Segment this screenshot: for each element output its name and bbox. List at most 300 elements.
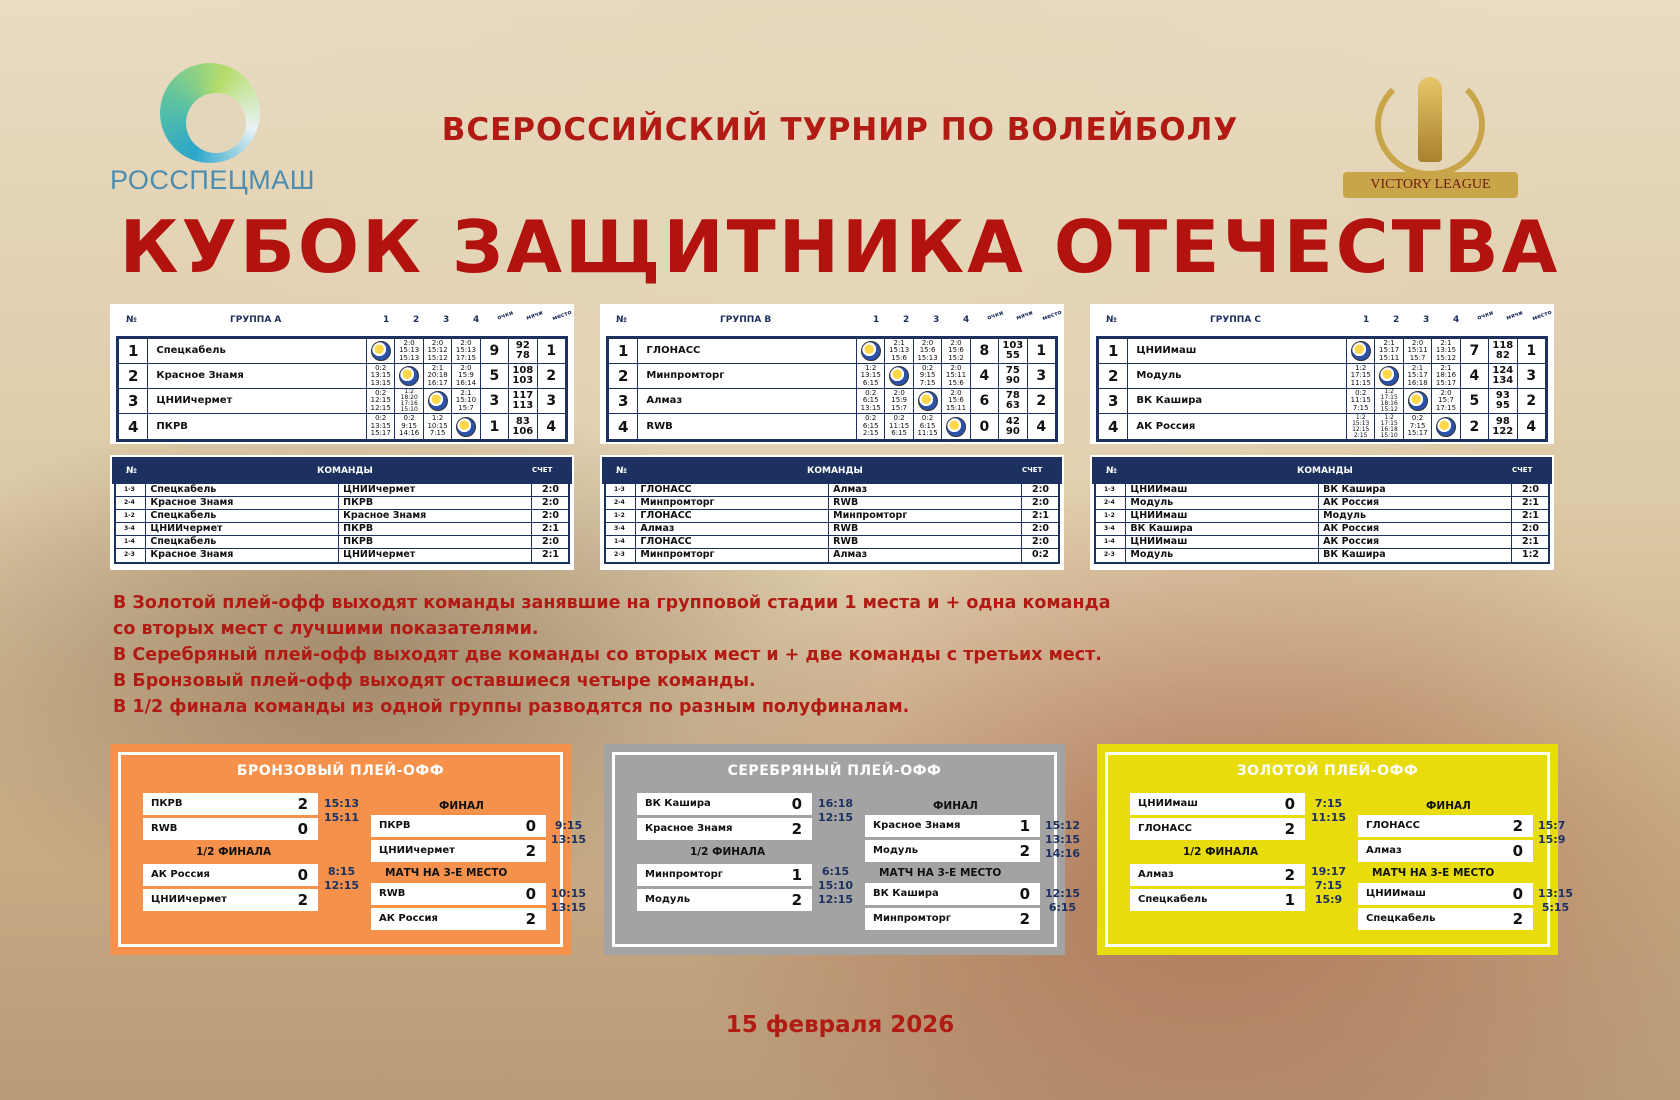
self-cell bbox=[942, 414, 970, 439]
team-number: 1 bbox=[609, 339, 638, 363]
bracket-team-name: Красное Знамя bbox=[645, 823, 733, 834]
team-b: ВК Кашира bbox=[1319, 484, 1512, 496]
playoff-box bbox=[604, 744, 1081, 955]
team-a: ЦНИИмаш bbox=[1126, 484, 1319, 496]
match-header bbox=[112, 457, 572, 484]
match-score: 2:1 bbox=[541, 523, 559, 534]
volleyball-icon bbox=[428, 391, 448, 411]
col-no: № bbox=[126, 315, 137, 325]
match-row bbox=[606, 510, 1058, 523]
self-cell bbox=[857, 339, 885, 363]
group-name: ГРУППА A bbox=[230, 315, 282, 325]
match-score: 2:0 bbox=[1031, 536, 1049, 547]
team-balls: 103 55 bbox=[999, 339, 1027, 363]
result-cell: 0:2 6:15 11:15 bbox=[914, 414, 942, 439]
self-cell bbox=[1347, 339, 1375, 363]
team-points: 0 bbox=[971, 414, 999, 439]
col-c3: 3 bbox=[933, 315, 940, 325]
bracket-team-score: 0 bbox=[1512, 885, 1523, 903]
result-cell: 2:0 15:9 16:14 bbox=[452, 364, 480, 388]
group-row bbox=[1099, 339, 1545, 364]
result-cell: 2:0 15:13 17:15 bbox=[452, 339, 480, 363]
set-scores: 10:15 13:15 bbox=[551, 887, 587, 914]
team-a: ГЛОНАСС bbox=[636, 536, 829, 548]
team-b: АК Россия bbox=[1319, 536, 1512, 548]
result-cell: 2:0 15:6 15:2 bbox=[942, 339, 970, 363]
bracket-team-name: Спецкабель bbox=[1138, 894, 1208, 905]
match-row bbox=[1096, 510, 1548, 523]
team-name: ВК Кашира bbox=[1128, 389, 1347, 413]
col-points: очки bbox=[496, 309, 515, 322]
col-points: очки bbox=[1476, 309, 1495, 322]
col-c3: 3 bbox=[1423, 315, 1430, 325]
col-no: № bbox=[1106, 466, 1117, 476]
group-grid bbox=[116, 336, 568, 442]
team-place: 3 bbox=[1036, 368, 1047, 384]
col-c4: 4 bbox=[963, 315, 970, 325]
bracket-team-score: 0 bbox=[525, 817, 536, 835]
team-place: 1 bbox=[546, 343, 557, 359]
bracket-team bbox=[1358, 908, 1533, 930]
team-balls: 98 122 bbox=[1489, 414, 1517, 439]
group-row bbox=[1099, 414, 1545, 439]
group-header bbox=[602, 306, 1062, 336]
result-cell: 2:0 15:6 15:11 bbox=[942, 389, 970, 413]
team-b: ПКРВ bbox=[339, 536, 532, 548]
rule-line: со вторых мест с лучшими показателями. bbox=[113, 619, 539, 639]
match-score: 2:0 bbox=[541, 484, 559, 495]
bracket-team bbox=[371, 883, 546, 905]
match-table bbox=[110, 455, 574, 570]
bracket-team-score: 2 bbox=[791, 891, 802, 909]
team-name: ЦНИИмаш bbox=[1128, 339, 1347, 363]
bracket-team bbox=[865, 840, 1040, 862]
team-place: 3 bbox=[546, 393, 557, 409]
bracket-team-score: 2 bbox=[1019, 910, 1030, 928]
bracket-team-score: 0 bbox=[525, 885, 536, 903]
rule-line: В Золотой плей-офф выходят команды занявшие на групповой стадии 1 места и + одна команда bbox=[113, 593, 1111, 613]
team-balls: 117 113 bbox=[509, 389, 537, 413]
group-row bbox=[609, 364, 1055, 389]
playoff-title: СЕРЕБРЯНЫЙ ПЛЕЙ-ОФФ bbox=[727, 763, 942, 779]
result-cell: 2:1 20:18 16:17 bbox=[424, 364, 452, 388]
team-balls: 42 90 bbox=[999, 414, 1027, 439]
team-points: 5 bbox=[1461, 389, 1489, 413]
group-table bbox=[1090, 304, 1554, 444]
col-score: СЧЕТ bbox=[532, 466, 553, 474]
team-number: 2 bbox=[609, 364, 638, 388]
team-name: АК Россия bbox=[1128, 414, 1347, 439]
set-scores: 7:15 11:15 bbox=[1311, 797, 1347, 824]
result-cell: 0:2 6:15 13:15 bbox=[857, 389, 885, 413]
match-id: 1-3 bbox=[606, 484, 636, 496]
bracket-team-name: Спецкабель bbox=[1366, 913, 1436, 924]
match-score: 0:2 bbox=[1031, 549, 1049, 560]
team-points: 4 bbox=[1461, 364, 1489, 388]
group-row bbox=[609, 339, 1055, 364]
bracket-team bbox=[1130, 889, 1305, 911]
match-id: 2-3 bbox=[606, 549, 636, 562]
result-cell: 0:2 11:15 7:15 bbox=[1347, 389, 1375, 413]
match-row bbox=[1096, 484, 1548, 497]
team-a: Красное Знамя bbox=[146, 549, 339, 562]
team-b: Модуль bbox=[1319, 510, 1512, 522]
group-row bbox=[119, 339, 565, 364]
team-name: Спецкабель bbox=[148, 339, 367, 363]
col-balls: мячи bbox=[1015, 309, 1034, 322]
result-cell: 0:2 9:15 7:15 bbox=[914, 364, 942, 388]
team-place: 2 bbox=[1526, 393, 1537, 409]
team-b: ВК Кашира bbox=[1319, 549, 1512, 562]
bracket-team bbox=[1358, 883, 1533, 905]
team-balls: 83 106 bbox=[509, 414, 537, 439]
team-a: ГЛОНАСС bbox=[636, 484, 829, 496]
match-grid bbox=[604, 484, 1060, 564]
self-cell bbox=[1404, 389, 1432, 413]
team-number: 3 bbox=[1099, 389, 1128, 413]
col-c4: 4 bbox=[473, 315, 480, 325]
bracket-team-score: 1 bbox=[1019, 817, 1030, 835]
bracket-team-name: Модуль bbox=[645, 894, 691, 905]
bracket-team-name: ПКРВ bbox=[379, 820, 411, 831]
match-table bbox=[600, 455, 1064, 570]
match-table bbox=[1090, 455, 1554, 570]
self-cell bbox=[424, 389, 452, 413]
result-cell: 0:2 13:15 13:15 bbox=[367, 364, 395, 388]
self-cell bbox=[885, 364, 913, 388]
bracket-team bbox=[1130, 818, 1305, 840]
match-score: 2:0 bbox=[541, 497, 559, 508]
match-row bbox=[116, 549, 568, 562]
team-b: АК Россия bbox=[1319, 523, 1512, 535]
bracket-team-name: Алмаз bbox=[1366, 845, 1402, 856]
match-score: 2:1 bbox=[1031, 510, 1049, 521]
col-place: место bbox=[1531, 308, 1553, 323]
bracket-team-name: АК Россия bbox=[151, 869, 210, 880]
team-a: ГЛОНАСС bbox=[636, 510, 829, 522]
third-place-label: МАТЧ НА 3-Е МЕСТО bbox=[879, 867, 1002, 879]
result-cell: 1:2 18:20 17:16 15:10 bbox=[395, 389, 423, 413]
team-b: Красное Знамя bbox=[339, 510, 532, 522]
bracket-team-name: Минпромторг bbox=[873, 913, 952, 924]
bracket-team-name: АК Россия bbox=[379, 913, 438, 924]
match-id: 1-4 bbox=[116, 536, 146, 548]
match-row bbox=[606, 549, 1058, 562]
result-cell: 2:1 15:13 15:6 bbox=[885, 339, 913, 363]
match-id: 1-2 bbox=[116, 510, 146, 522]
group-row bbox=[119, 364, 565, 389]
group-table bbox=[110, 304, 574, 444]
match-id: 2-4 bbox=[1096, 497, 1126, 509]
group-row bbox=[1099, 389, 1545, 414]
match-score: 2:0 bbox=[1031, 484, 1049, 495]
bracket-team bbox=[865, 815, 1040, 837]
group-header bbox=[1092, 306, 1552, 336]
col-no: № bbox=[1106, 315, 1117, 325]
bracket-team bbox=[1130, 793, 1305, 815]
team-name: ЦНИИчермет bbox=[148, 389, 367, 413]
col-c1: 1 bbox=[873, 315, 880, 325]
bracket-team bbox=[371, 815, 546, 837]
team-place: 2 bbox=[546, 368, 557, 384]
col-score: СЧЕТ bbox=[1022, 466, 1043, 474]
team-a: Модуль bbox=[1126, 497, 1319, 509]
playoff-inner bbox=[612, 752, 1081, 947]
match-score: 2:0 bbox=[541, 510, 559, 521]
bracket-team bbox=[371, 908, 546, 930]
team-b: RWB bbox=[829, 497, 1022, 509]
result-cell: 2:0 15:11 15:6 bbox=[942, 364, 970, 388]
col-teams: КОМАНДЫ bbox=[807, 466, 863, 476]
team-points: 6 bbox=[971, 389, 999, 413]
team-b: ЦНИИчермет bbox=[339, 484, 532, 496]
volleyball-icon bbox=[1436, 417, 1456, 437]
bracket-team-score: 2 bbox=[1512, 910, 1523, 928]
result-cell: 0:2 7:15 15:17 bbox=[1404, 414, 1432, 439]
team-name: ГЛОНАСС bbox=[638, 339, 857, 363]
match-row bbox=[606, 536, 1058, 549]
team-a: ВК Кашира bbox=[1126, 523, 1319, 535]
team-a: Красное Знамя bbox=[146, 497, 339, 509]
semifinal-label: 1/2 ФИНАЛА bbox=[690, 846, 766, 858]
bracket-team bbox=[143, 818, 318, 840]
team-balls: 78 63 bbox=[999, 389, 1027, 413]
bracket-team bbox=[143, 793, 318, 815]
final-label: ФИНАЛ bbox=[1426, 800, 1471, 812]
result-cell: 2:0 15:7 17:15 bbox=[1432, 389, 1460, 413]
final-label: ФИНАЛ bbox=[933, 800, 978, 812]
self-cell bbox=[914, 389, 942, 413]
match-score: 2:0 bbox=[1031, 523, 1049, 534]
result-cell: 2:1 18:16 15:17 bbox=[1432, 364, 1460, 388]
rule-line: В Бронзовый плей-офф выходят оставшиеся четыре команды. bbox=[113, 671, 756, 691]
team-b: Алмаз bbox=[829, 549, 1022, 562]
match-row bbox=[1096, 497, 1548, 510]
bracket-team-score: 2 bbox=[525, 842, 536, 860]
result-cell: 1:2 17:15 18:16 15:12 bbox=[1375, 389, 1403, 413]
group-grid bbox=[1096, 336, 1548, 442]
group-grid bbox=[606, 336, 1058, 442]
set-scores: 15:7 15:9 bbox=[1538, 819, 1566, 846]
logo-right-text: VICTORY LEAGUE bbox=[1343, 172, 1518, 198]
col-no: № bbox=[126, 466, 137, 476]
bracket-team bbox=[143, 864, 318, 886]
self-cell bbox=[1375, 364, 1403, 388]
volleyball-icon bbox=[861, 341, 881, 361]
team-place: 2 bbox=[1036, 393, 1047, 409]
match-id: 2-3 bbox=[1096, 549, 1126, 562]
semifinal-label: 1/2 ФИНАЛА bbox=[196, 846, 272, 858]
bracket-team-score: 2 bbox=[297, 891, 308, 909]
match-id: 3-4 bbox=[116, 523, 146, 535]
rule-line: В Серебряный плей-офф выходят две команды со вторых мест и + две команды с третьих мест. bbox=[113, 645, 1102, 665]
match-id: 1-3 bbox=[116, 484, 146, 496]
volleyball-icon bbox=[1408, 391, 1428, 411]
col-teams: КОМАНДЫ bbox=[1297, 466, 1353, 476]
group-row bbox=[609, 389, 1055, 414]
set-scores: 16:18 12:15 bbox=[818, 797, 854, 824]
team-b: АК Россия bbox=[1319, 497, 1512, 509]
team-place: 4 bbox=[1526, 418, 1537, 435]
match-row bbox=[116, 523, 568, 536]
result-cell: 0:2 12:15 12:15 bbox=[367, 389, 395, 413]
result-cell: 2:1 15:17 15:11 bbox=[1375, 339, 1403, 363]
col-score: СЧЕТ bbox=[1512, 466, 1533, 474]
team-place: 1 bbox=[1036, 343, 1047, 359]
bracket-team-score: 0 bbox=[1284, 795, 1295, 813]
match-row bbox=[606, 497, 1058, 510]
bracket-team-name: ЦНИИмаш bbox=[1138, 798, 1198, 809]
playoff-title: ЗОЛОТОЙ ПЛЕЙ-ОФФ bbox=[1236, 763, 1419, 779]
playoff-box bbox=[110, 744, 587, 955]
bracket-team-name: Минпромторг bbox=[645, 869, 724, 880]
match-header bbox=[1092, 457, 1552, 484]
col-no: № bbox=[616, 466, 627, 476]
result-cell: 2:0 15:11 15:7 bbox=[1404, 339, 1432, 363]
rules-text bbox=[113, 590, 1233, 720]
bracket-team bbox=[865, 908, 1040, 930]
bracket-team bbox=[637, 818, 812, 840]
team-points: 1 bbox=[481, 414, 509, 439]
match-id: 1-4 bbox=[606, 536, 636, 548]
team-balls: 108 103 bbox=[509, 364, 537, 388]
set-scores: 13:15 5:15 bbox=[1538, 887, 1574, 914]
bracket-team-name: ЦНИИмаш bbox=[1366, 888, 1426, 899]
match-row bbox=[116, 510, 568, 523]
col-no: № bbox=[616, 315, 627, 325]
match-id: 2-3 bbox=[116, 549, 146, 562]
match-score: 2:0 bbox=[541, 536, 559, 547]
match-row bbox=[116, 484, 568, 497]
team-points: 8 bbox=[971, 339, 999, 363]
match-id: 2-4 bbox=[606, 497, 636, 509]
bracket-team bbox=[637, 864, 812, 886]
bracket-team-name: ВК Кашира bbox=[873, 888, 939, 899]
bracket-team-score: 0 bbox=[297, 866, 308, 884]
team-points: 4 bbox=[971, 364, 999, 388]
bracket-team-name: RWB bbox=[151, 823, 178, 834]
team-points: 5 bbox=[481, 364, 509, 388]
bracket-team-score: 2 bbox=[791, 820, 802, 838]
bracket-team-name: RWB bbox=[379, 888, 406, 899]
group-name: ГРУППА B bbox=[720, 315, 772, 325]
match-score: 2:0 bbox=[1031, 497, 1049, 508]
team-balls: 75 90 bbox=[999, 364, 1027, 388]
logo-left-text: РОССПЕЦМАШ bbox=[110, 165, 316, 195]
match-id: 1-3 bbox=[1096, 484, 1126, 496]
group-name: ГРУППА C bbox=[1210, 315, 1262, 325]
final-label: ФИНАЛ bbox=[439, 800, 484, 812]
bracket-team-score: 1 bbox=[1284, 891, 1295, 909]
team-name: Модуль bbox=[1128, 364, 1347, 388]
playoff-inner bbox=[1105, 752, 1574, 947]
team-points: 7 bbox=[1461, 339, 1489, 363]
set-scores: 15:13 15:11 bbox=[324, 797, 360, 824]
bracket-team-score: 2 bbox=[1512, 817, 1523, 835]
result-cell: 2:0 15:13 15:13 bbox=[395, 339, 423, 363]
team-place: 3 bbox=[1526, 368, 1537, 384]
team-name: Алмаз bbox=[638, 389, 857, 413]
team-place: 1 bbox=[1526, 343, 1537, 359]
group-header bbox=[112, 306, 572, 336]
result-cell: 2:0 15:12 15:12 bbox=[424, 339, 452, 363]
bracket-team-score: 1 bbox=[791, 866, 802, 884]
team-a: Минпромторг bbox=[636, 549, 829, 562]
bracket-team bbox=[637, 793, 812, 815]
bracket-team bbox=[371, 840, 546, 862]
team-a: ЦНИИмаш bbox=[1126, 510, 1319, 522]
event-date: 15 февраля 2026 bbox=[725, 1012, 955, 1038]
volleyball-icon bbox=[889, 366, 909, 386]
bracket-team-score: 0 bbox=[1512, 842, 1523, 860]
team-balls: 118 82 bbox=[1489, 339, 1517, 363]
bracket-team-score: 2 bbox=[525, 910, 536, 928]
result-cell: 0:2 9:15 14:16 bbox=[395, 414, 423, 439]
result-cell: 0:2 11:15 6:15 bbox=[885, 414, 913, 439]
group-row bbox=[119, 389, 565, 414]
bracket-team-name: Модуль bbox=[873, 845, 919, 856]
team-a: Спецкабель bbox=[146, 536, 339, 548]
set-scores: 8:15 12:15 bbox=[324, 865, 360, 892]
bracket-team bbox=[143, 889, 318, 911]
bracket-team-score: 2 bbox=[1019, 842, 1030, 860]
volleyball-icon bbox=[1379, 366, 1399, 386]
bracket-team-score: 2 bbox=[1284, 866, 1295, 884]
match-id: 2-4 bbox=[116, 497, 146, 509]
result-cell: 2:1 15:17 16:18 bbox=[1404, 364, 1432, 388]
result-cell: 1:2 13:15 6:15 bbox=[857, 364, 885, 388]
team-number: 2 bbox=[119, 364, 148, 388]
team-name: Минпромторг bbox=[638, 364, 857, 388]
self-cell bbox=[1432, 414, 1460, 439]
bracket-team bbox=[1358, 815, 1533, 837]
bracket-team-name: ЦНИИчермет bbox=[151, 894, 227, 905]
match-row bbox=[1096, 549, 1548, 562]
set-scores: 9:15 13:15 bbox=[551, 819, 587, 846]
team-number: 1 bbox=[1099, 339, 1128, 363]
team-b: RWB bbox=[829, 523, 1022, 535]
col-place: место bbox=[1041, 308, 1063, 323]
result-cell: 2:1 15:10 15:7 bbox=[452, 389, 480, 413]
match-id: 3-4 bbox=[606, 523, 636, 535]
team-balls: 92 78 bbox=[509, 339, 537, 363]
playoff-title: БРОНЗОВЫЙ ПЛЕЙ-ОФФ bbox=[236, 763, 445, 779]
volleyball-icon bbox=[399, 366, 419, 386]
group-row bbox=[609, 414, 1055, 439]
team-name: ПКРВ bbox=[148, 414, 367, 439]
match-grid bbox=[1094, 484, 1550, 564]
result-cell: 0:2 13:15 15:17 bbox=[367, 414, 395, 439]
team-points: 2 bbox=[1461, 414, 1489, 439]
col-balls: мячи bbox=[1505, 309, 1524, 322]
bracket-team-name: Красное Знамя bbox=[873, 820, 961, 831]
bracket-team-name: ПКРВ bbox=[151, 798, 183, 809]
col-c3: 3 bbox=[443, 315, 450, 325]
self-cell bbox=[452, 414, 480, 439]
col-place: место bbox=[551, 308, 573, 323]
third-place-label: МАТЧ НА 3-Е МЕСТО bbox=[1372, 867, 1495, 879]
result-cell: 1:2 10:15 7:15 bbox=[424, 414, 452, 439]
col-c4: 4 bbox=[1453, 315, 1460, 325]
bracket-team-score: 0 bbox=[791, 795, 802, 813]
match-grid bbox=[114, 484, 570, 564]
match-row bbox=[116, 536, 568, 549]
result-cell: 2:0 15:6 15:13 bbox=[914, 339, 942, 363]
bracket-team-score: 0 bbox=[297, 820, 308, 838]
bracket-team-name: ГЛОНАСС bbox=[1138, 823, 1192, 834]
set-scores: 19:17 7:15 15:9 bbox=[1311, 865, 1347, 906]
result-cell: 1:2 17:15 11:15 bbox=[1347, 364, 1375, 388]
